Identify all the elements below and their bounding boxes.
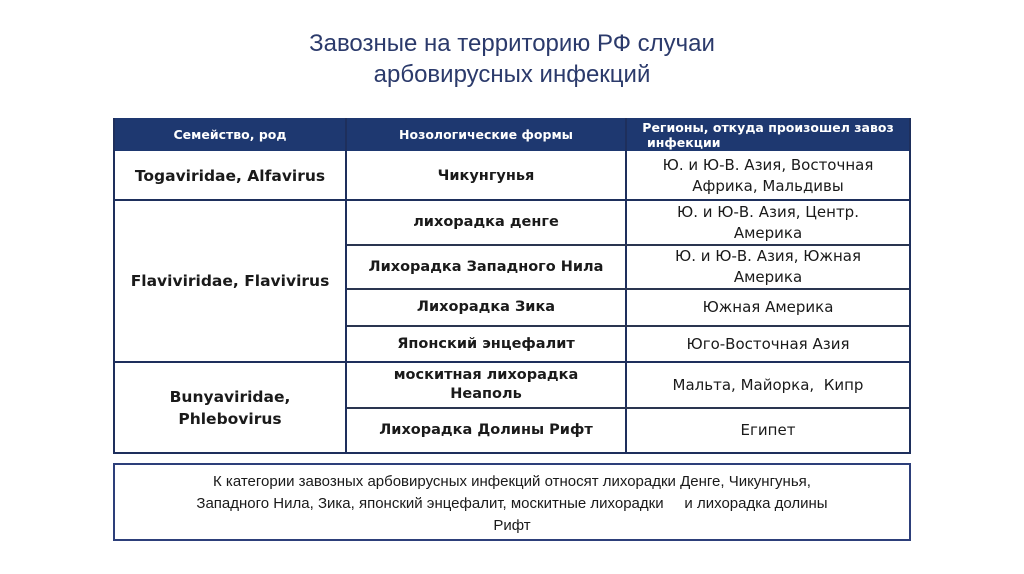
nosology-cell bbox=[347, 290, 625, 325]
family-name: Phlebovirus bbox=[178, 409, 282, 428]
arbovirus-table bbox=[113, 118, 911, 454]
note-box bbox=[113, 463, 911, 541]
header-regions-line2: инфекции bbox=[647, 134, 721, 150]
nosology-cell bbox=[347, 327, 625, 361]
region-cell bbox=[627, 201, 909, 244]
header-regions-line1: Регионы, откуда произошел завоз bbox=[642, 119, 894, 135]
region-text: Ю. и Ю-В. Азия, Восточная bbox=[662, 156, 874, 174]
note-line2: Западного Нила, Зика, японский энцефалит, москитные лихорадки и лихорадка долины bbox=[196, 495, 828, 512]
nosology-text: москитная лихорадка bbox=[393, 367, 579, 383]
region-cell bbox=[627, 363, 909, 407]
family-name: Flaviviridae, Flavivirus bbox=[130, 272, 330, 290]
family-name: Bunyaviridae, bbox=[169, 387, 291, 406]
region-cell bbox=[627, 409, 909, 452]
note-line3: Рифт bbox=[493, 517, 531, 534]
page-title-line2: арбовирусных инфекций bbox=[373, 61, 651, 88]
region-text: Юго-Восточная Азия bbox=[686, 334, 850, 353]
region-cell bbox=[627, 327, 909, 361]
header-regions bbox=[627, 118, 909, 151]
nosology-cell bbox=[347, 363, 625, 407]
nosology-cell bbox=[347, 246, 625, 288]
region-text: Америка bbox=[733, 223, 803, 242]
nosology-text: Лихорадка Зика bbox=[416, 299, 556, 315]
family-cell bbox=[115, 153, 345, 199]
header-forms: Нозологические формы bbox=[399, 127, 573, 142]
family-cell bbox=[115, 201, 345, 361]
nosology-text: Японский энцефалит bbox=[397, 335, 575, 352]
page-title bbox=[0, 28, 1024, 90]
region-text: Америка bbox=[733, 268, 803, 286]
nosology-cell bbox=[347, 409, 625, 452]
region-text: Египет bbox=[740, 421, 796, 439]
nosology-text: Лихорадка Долины Рифт bbox=[379, 422, 593, 438]
nosology-text: Чикунгунья bbox=[437, 167, 535, 184]
nosology-cell bbox=[347, 201, 625, 244]
region-text: Ю. и Ю-В. Азия, Южная bbox=[675, 247, 861, 265]
region-text: Ю. и Ю-В. Азия, Центр. bbox=[677, 202, 859, 221]
nosology-text: лихорадка денге bbox=[413, 214, 559, 230]
note-line1: К категории завозных арбовирусных инфекций относят лихорадки Денге, Чикунгунья, bbox=[213, 473, 811, 490]
page-title-line1: Завозные на территорию РФ случаи bbox=[309, 30, 715, 57]
region-text: Южная Америка bbox=[702, 298, 834, 316]
nosology-cell bbox=[347, 153, 625, 199]
header-family: Семейство, род bbox=[173, 127, 287, 142]
family-name: Togaviridae, Alfavirus bbox=[134, 167, 326, 185]
nosology-text: Неаполь bbox=[450, 386, 522, 402]
region-cell bbox=[627, 246, 909, 288]
region-cell bbox=[627, 153, 909, 199]
region-text: Африка, Мальдивы bbox=[692, 177, 844, 195]
region-cell bbox=[627, 290, 909, 325]
family-cell bbox=[115, 363, 345, 452]
region-text: Мальта, Майорка, Кипр bbox=[672, 375, 864, 394]
nosology-text: Лихорадка Западного Нила bbox=[368, 258, 604, 275]
